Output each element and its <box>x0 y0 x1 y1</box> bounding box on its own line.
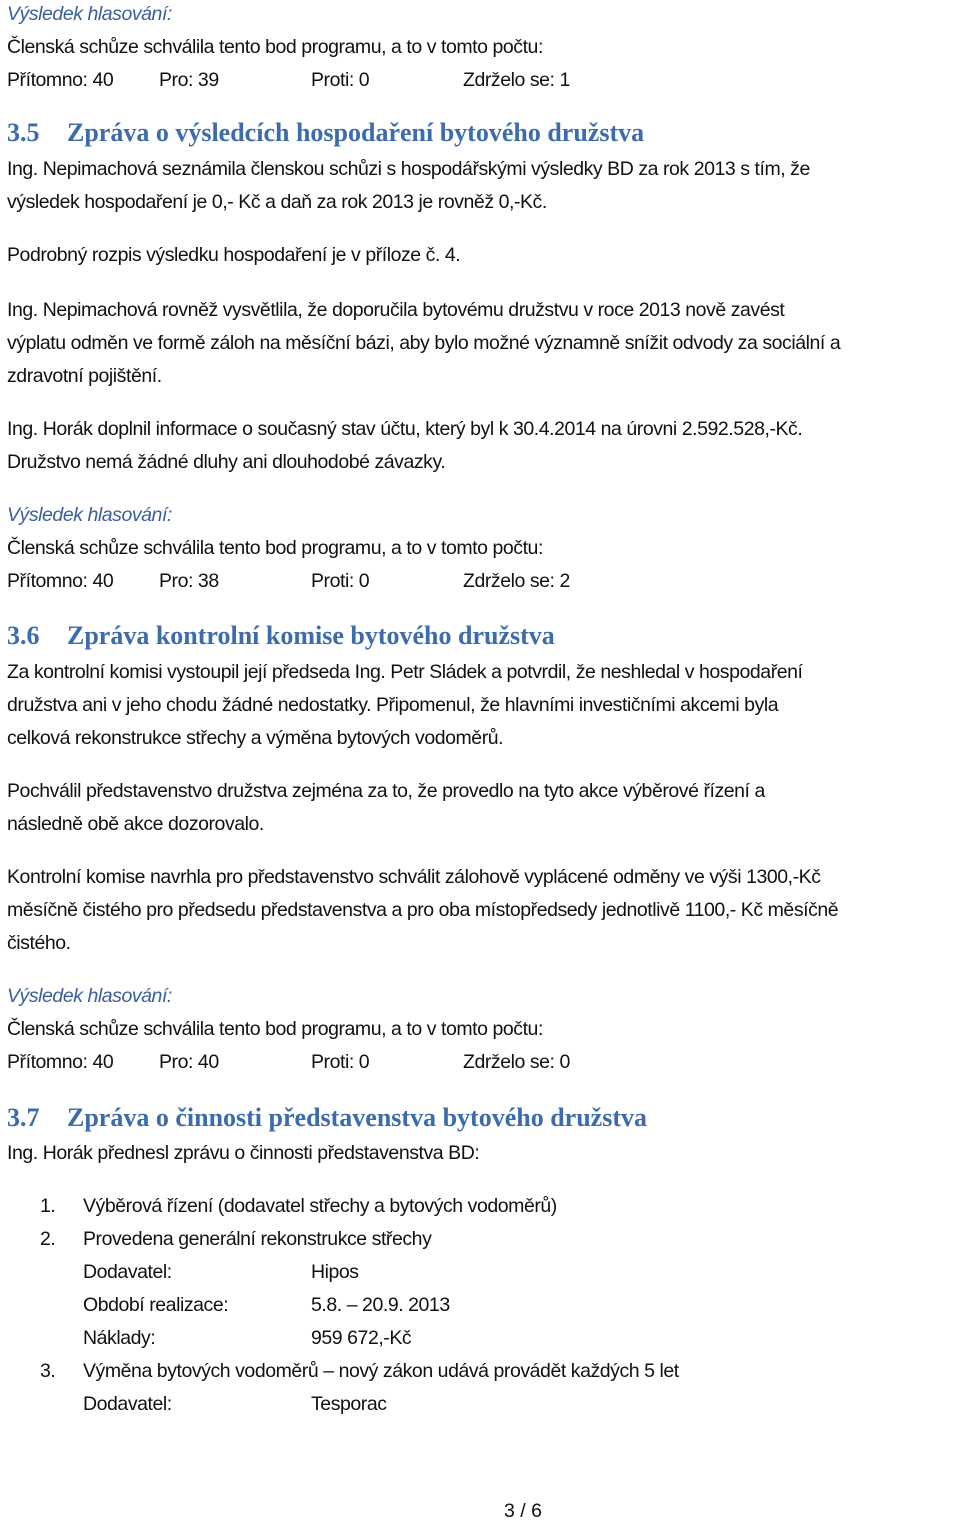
vote-counts <box>7 68 707 92</box>
detail-value: Hipos <box>311 1261 359 1283</box>
list-item <box>0 1359 960 1383</box>
section-number: 3.7 <box>7 1103 40 1132</box>
detail-value: 959 672,-Kč <box>311 1327 412 1349</box>
vote-present: Přítomno: 40 <box>7 570 114 592</box>
detail-value: 5.8. – 20.9. 2013 <box>311 1294 450 1316</box>
paragraph-line: Kontrolní komise navrhla pro představenstvo schválit zálohově vyplácené odměny ve výši 1300,-Kč <box>7 866 821 888</box>
vote-abstain: Zdrželo se: 0 <box>463 1051 570 1073</box>
vote-pro: Pro: 40 <box>159 1051 219 1073</box>
page-number: 3 / 6 <box>504 1500 542 1522</box>
paragraph-line: Ing. Horák přednesl zprávu o činnosti představenstva BD: <box>7 1142 480 1164</box>
paragraph-line: následně obě akce dozorovalo. <box>7 813 264 835</box>
vote-present: Přítomno: 40 <box>7 69 114 91</box>
paragraph-line: Ing. Horák doplnil informace o současný stav účtu, který byl k 30.4.2014 na úrovni 2.592.528,-Kč. <box>7 418 803 440</box>
paragraph-line: výplatu odměn ve formě záloh na měsíční bázi, aby bylo možné významně snížit odvody za sociální a <box>7 332 841 354</box>
detail-label: Dodavatel: <box>83 1393 172 1415</box>
section-heading-3-7 <box>7 1103 647 1133</box>
detail-label: Období realizace: <box>83 1294 229 1316</box>
vote-statement: Členská schůze schválila tento bod programu, a to v tomto počtu: <box>7 36 543 58</box>
paragraph-line: Družstvo nemá žádné dluhy ani dlouhodobé závazky. <box>7 451 446 473</box>
paragraph-line: Ing. Nepimachová seznámila členskou schůzi s hospodářskými výsledky BD za rok 2013 s tím, že <box>7 158 810 180</box>
list-item-number: 1. <box>40 1195 56 1217</box>
vote-present: Přítomno: 40 <box>7 1051 114 1073</box>
vote-result-label: Výsledek hlasování: <box>7 504 172 526</box>
paragraph-line: celková rekonstrukce střechy a výměna bytových vodoměrů. <box>7 727 504 749</box>
detail-row <box>0 1392 960 1416</box>
vote-result-label: Výsledek hlasování: <box>7 985 172 1007</box>
paragraph-line: Ing. Nepimachová rovněž vysvětlila, že doporučila bytovému družstvu v roce 2013 nově zavést <box>7 299 785 321</box>
detail-row <box>0 1260 960 1284</box>
vote-pro: Pro: 39 <box>159 69 219 91</box>
paragraph-line: Za kontrolní komisi vystoupil její předseda Ing. Petr Sládek a potvrdil, že neshledal v hospodaření <box>7 661 803 683</box>
list-item <box>0 1227 960 1251</box>
section-title: Zpráva kontrolní komise bytového družstva <box>67 621 555 650</box>
list-item-text: Provedena generální rekonstrukce střechy <box>83 1228 432 1250</box>
section-number: 3.5 <box>7 118 40 147</box>
paragraph-line: čistého. <box>7 932 71 954</box>
paragraph-line: Pochválil představenstvo družstva zejména za to, že provedlo na tyto akce výběrové řízení a <box>7 780 765 802</box>
detail-row <box>0 1326 960 1350</box>
vote-abstain: Zdrželo se: 2 <box>463 570 570 592</box>
vote-result-label: Výsledek hlasování: <box>7 3 172 25</box>
detail-label: Náklady: <box>83 1327 156 1349</box>
list-item-text: Výběrová řízení (dodavatel střechy a bytových vodoměrů) <box>83 1195 557 1217</box>
section-title: Zpráva o výsledcích hospodaření bytového družstva <box>67 118 645 147</box>
paragraph-line: Podrobný rozpis výsledku hospodaření je v příloze č. 4. <box>7 244 461 266</box>
vote-counts <box>7 1050 707 1074</box>
detail-label: Dodavatel: <box>83 1261 172 1283</box>
list-item-number: 3. <box>40 1360 56 1382</box>
paragraph-line: družstva ani v jeho chodu žádné nedostatky. Připomenul, že hlavními investičními akcemi byla <box>7 694 779 716</box>
paragraph-line: výsledek hospodaření je 0,- Kč a daň za rok 2013 je rovněž 0,-Kč. <box>7 191 547 213</box>
list-item-number: 2. <box>40 1228 56 1250</box>
vote-pro: Pro: 38 <box>159 570 219 592</box>
section-title: Zpráva o činnosti představenstva bytového družstva <box>67 1103 647 1132</box>
detail-value: Tesporac <box>311 1393 387 1415</box>
section-heading-3-6 <box>7 621 555 651</box>
paragraph-line: měsíčně čistého pro předsedu představenstva a pro oba místopředsedy jednotlivě 1100,- Kč měsíčně <box>7 899 839 921</box>
vote-against: Proti: 0 <box>311 1051 370 1073</box>
vote-abstain: Zdrželo se: 1 <box>463 69 570 91</box>
detail-row <box>0 1293 960 1317</box>
vote-statement: Členská schůze schválila tento bod programu, a to v tomto počtu: <box>7 537 543 559</box>
section-number: 3.6 <box>7 621 40 650</box>
list-item-text: Výměna bytových vodoměrů – nový zákon udává provádět každých 5 let <box>83 1360 679 1382</box>
list-item <box>0 1194 960 1218</box>
vote-counts <box>7 569 707 593</box>
vote-statement: Členská schůze schválila tento bod programu, a to v tomto počtu: <box>7 1018 543 1040</box>
vote-against: Proti: 0 <box>311 570 370 592</box>
paragraph-line: zdravotní pojištění. <box>7 365 162 387</box>
vote-against: Proti: 0 <box>311 69 370 91</box>
section-heading-3-5 <box>7 118 644 148</box>
